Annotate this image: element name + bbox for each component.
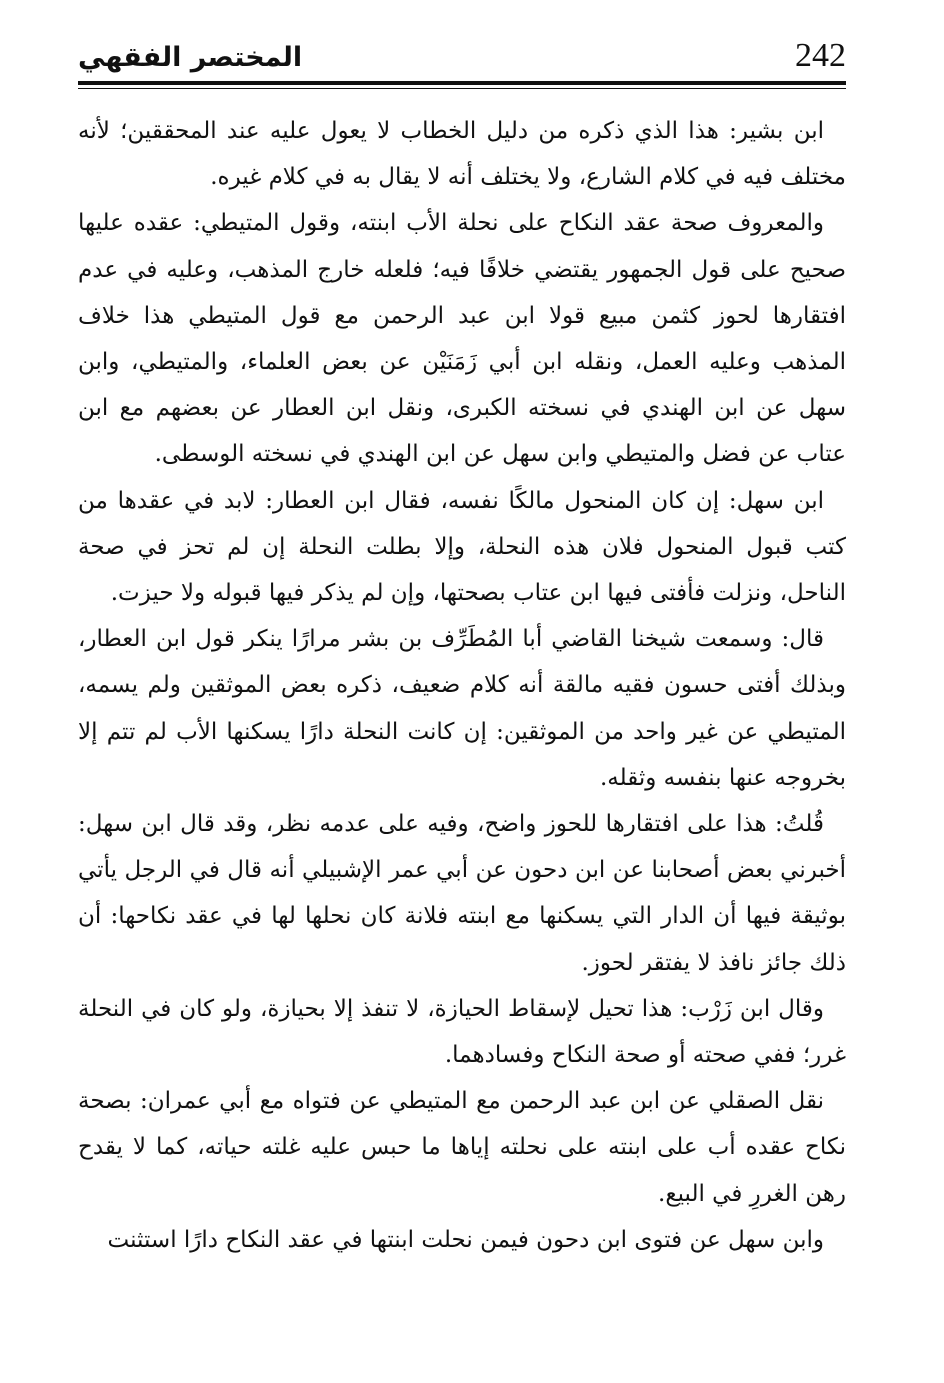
paragraph: والمعروف صحة عقد النكاح على نحلة الأب ابنته، وقول المتيطي: عقده عليها صحيح على قول الجمهور يقتضي خلافًا فيه؛ فلعله خارج المذهب، وعليه في عدم افتقارها لحوز كثمن مبيع قولا ابن عبد الرحمن مع قول المتيطي هذا خلاف المذهب وعليه العمل، ونقله ابن أبي زَمَنَيْن عن بعض العلماء، والمتيطي، وابن سهل عن ابن الهندي في نسخته الكبرى، ونقل ابن العطار عن بعضهم مع ابن عتاب عن فضل والمتيطي وابن سهل عن ابن الهندي في نسخته الوسطى. xyxy=(78,210,846,468)
header-rule-thick xyxy=(78,81,846,85)
page-number: 242 xyxy=(795,37,846,74)
paragraph: وابن سهل عن فتوى ابن دحون فيمن نحلت ابنتها في عقد النكاح دارًا استثنت xyxy=(107,1226,824,1253)
paragraph: ابن سهل: إن كان المنحول مالكًا نفسه، فقال ابن العطار: لابد في عقدها من كتب قبول المنحول فلان هذه النحلة، وإلا بطلت النحلة إن لم تحز في صحة الناحل، ونزلت فأفتى فيها ابن عتاب بصحتها، وإن لم يذكر فيها قبوله ولا حيزت. xyxy=(78,487,846,607)
paragraph: قُلتُ: هذا على افتقارها للحوز واضح، وفيه على عدمه نظر، وقد قال ابن سهل: أخبرني بعض أصحابنا عن ابن دحون عن أبي عمر الإشبيلي أنه قال في الرجل يأتي بوثيقة فيها أن الدار التي يسكنها مع ابنته فلانة كان نحلها لها في عقد نكاحها: أن ذلك جائز نافذ لا يفتقر لحوز. xyxy=(78,811,846,976)
header-rule-thin xyxy=(78,88,846,89)
paragraph: وقال ابن زَرْب: هذا تحيل لإسقاط الحيازة، لا تنفذ إلا بحيازة، ولو كان في النحلة غرر؛ ففي صحته أو صحة النكاح وفسادهما. xyxy=(78,995,846,1069)
page-header xyxy=(78,34,846,80)
paragraph: نقل الصقلي عن ابن عبد الرحمن مع المتيطي عن فتواه مع أبي عمران: بصحة نكاح عقده أب على ابنته على نحلته إياها ما حبس عليه غلته حياته، كما لا يقدح رهن الغررِ في البيع. xyxy=(78,1088,846,1207)
body-text xyxy=(78,108,846,1263)
running-title: المختصر الفقهي xyxy=(78,42,303,73)
paragraph: قال: وسمعت شيخنا القاضي أبا المُطَرِّف بن بشر مرارًا ينكر قول ابن العطار، وبذلك أفتى حسون فقيه مالقة أنه كلام ضعيف، ذكره بعض الموثقين ولم يسمه، المتيطي عن غير واحد من الموثقين: إن كانت النحلة دارًا يسكنها الأب لم تتم إلا بخروجه عنها بنفسه وثقله. xyxy=(78,626,846,791)
paragraph: ابن بشير: هذا الذي ذكره من دليل الخطاب لا يعول عليه عند المحققين؛ لأنه مختلف فيه في كلام الشارع، ولا يختلف أنه لا يقال به في كلام غيره. xyxy=(78,118,846,191)
